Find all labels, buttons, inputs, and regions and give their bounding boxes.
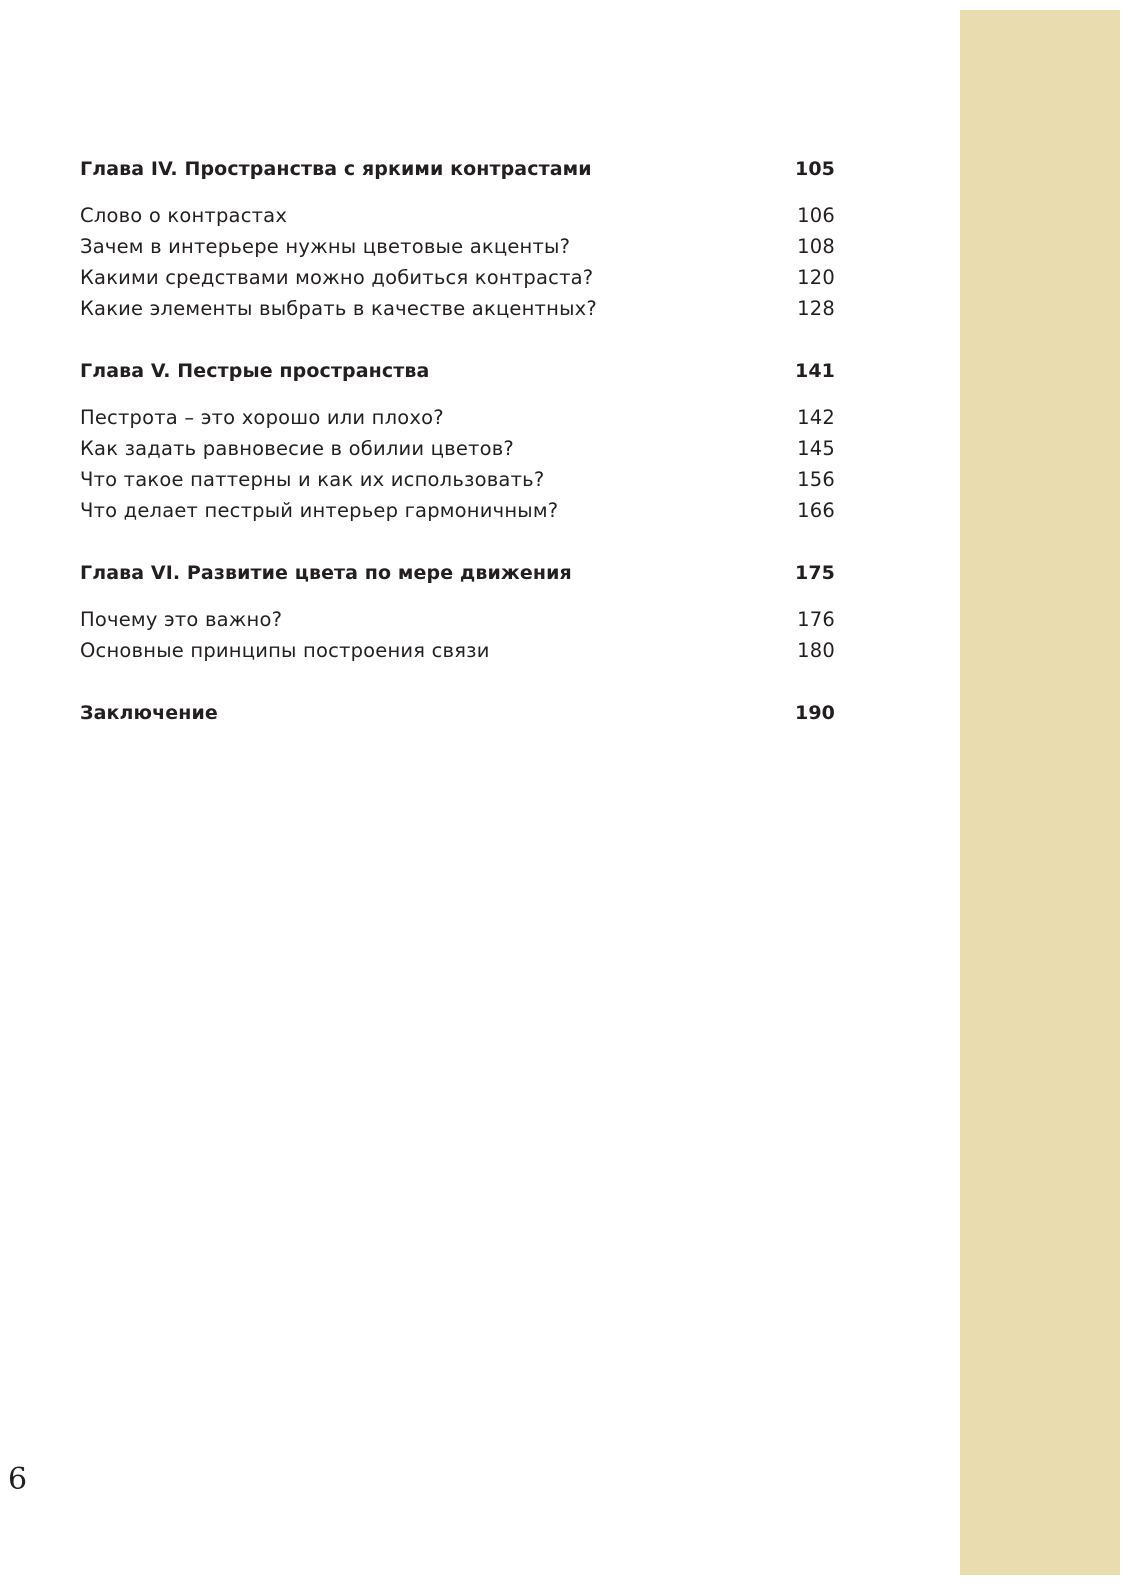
chapter-heading[interactable] bbox=[80, 698, 835, 728]
chapter-page-number: 190 bbox=[795, 702, 835, 724]
entry-page-number: 108 bbox=[797, 235, 835, 258]
toc-entry[interactable] bbox=[80, 635, 835, 666]
chapter-title: Глава IV. Пространства с яркими контрастами bbox=[80, 158, 592, 180]
chapter-page-number: 105 bbox=[795, 158, 835, 180]
toc-entry[interactable] bbox=[80, 200, 835, 231]
entry-page-number: 120 bbox=[797, 266, 835, 289]
chapter-title: Глава V. Пестрые пространства bbox=[80, 360, 430, 382]
toc-entry[interactable] bbox=[80, 231, 835, 262]
toc-entry[interactable] bbox=[80, 495, 835, 526]
page-number-folio: 6 bbox=[8, 1462, 28, 1497]
toc-chapter-6 bbox=[80, 558, 835, 666]
entry-title: Пестрота – это хорошо или плохо? bbox=[80, 406, 444, 429]
chapter-page-number: 141 bbox=[795, 360, 835, 382]
toc-entry[interactable] bbox=[80, 604, 835, 635]
chapter-title: Заключение bbox=[80, 702, 218, 724]
chapter-page-number: 175 bbox=[795, 562, 835, 584]
table-of-contents bbox=[80, 154, 835, 760]
chapter-heading[interactable] bbox=[80, 154, 835, 184]
toc-entry[interactable] bbox=[80, 464, 835, 495]
toc-entry[interactable] bbox=[80, 433, 835, 464]
entry-page-number: 156 bbox=[797, 468, 835, 491]
entry-page-number: 142 bbox=[797, 406, 835, 429]
toc-chapter-5 bbox=[80, 356, 835, 526]
entry-title: Какими средствами можно добиться контраста? bbox=[80, 266, 594, 289]
toc-conclusion bbox=[80, 698, 835, 728]
entry-page-number: 180 bbox=[797, 639, 835, 662]
entry-page-number: 145 bbox=[797, 437, 835, 460]
chapter-title: Глава VI. Развитие цвета по мере движения bbox=[80, 562, 572, 584]
entry-title: Какие элементы выбрать в качестве акцентных? bbox=[80, 297, 597, 320]
toc-entry[interactable] bbox=[80, 262, 835, 293]
entry-title: Как задать равновесие в обилии цветов? bbox=[80, 437, 514, 460]
entry-title: Что такое паттерны и как их использовать? bbox=[80, 468, 545, 491]
chapter-heading[interactable] bbox=[80, 356, 835, 386]
toc-chapter-4 bbox=[80, 154, 835, 324]
entry-page-number: 176 bbox=[797, 608, 835, 631]
entry-title: Основные принципы построения связи bbox=[80, 639, 490, 662]
entry-title: Слово о контрастах bbox=[80, 204, 288, 227]
entry-page-number: 106 bbox=[797, 204, 835, 227]
chapter-heading[interactable] bbox=[80, 558, 835, 588]
toc-entry[interactable] bbox=[80, 293, 835, 324]
toc-entry[interactable] bbox=[80, 402, 835, 433]
entry-title: Зачем в интерьере нужны цветовые акценты? bbox=[80, 235, 571, 258]
decorative-side-band bbox=[960, 10, 1120, 1575]
entry-page-number: 166 bbox=[797, 499, 835, 522]
entry-title: Что делает пестрый интерьер гармоничным? bbox=[80, 499, 559, 522]
entry-title: Почему это важно? bbox=[80, 608, 283, 631]
entry-page-number: 128 bbox=[797, 297, 835, 320]
